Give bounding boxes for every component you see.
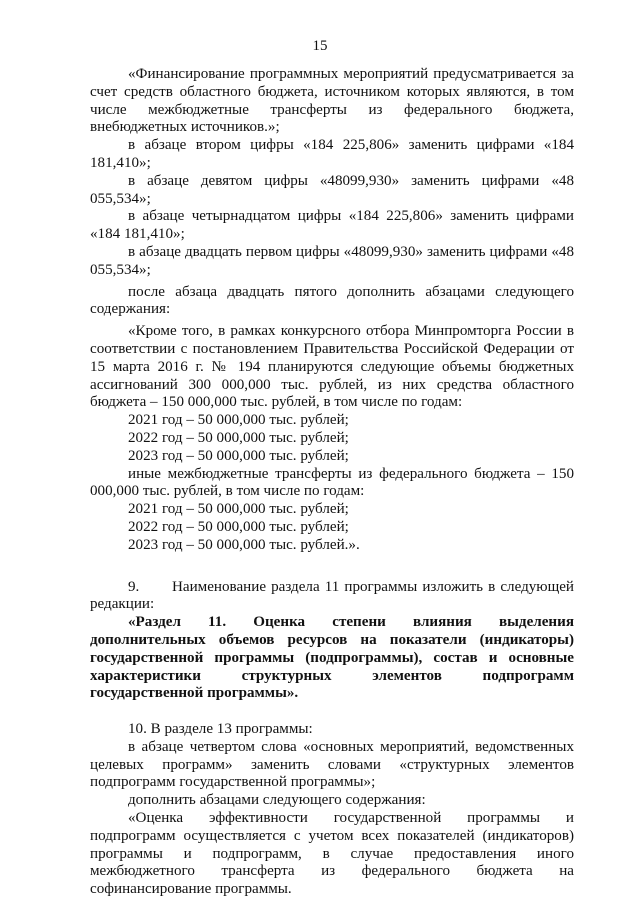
page-number: 15 xyxy=(312,38,328,54)
item-9-text: Наименование раздела 11 программы изложить в следующей редакции: xyxy=(90,578,574,613)
document-body xyxy=(90,66,574,899)
paragraph-add-after-25: после абзаца двадцать пятого дополнить абзацами следующего содержания: xyxy=(90,283,574,318)
year-line-2022-federal: 2022 год – 50 000,000 тыс. рублей; xyxy=(128,518,349,535)
paragraph-fourth-words: в абзаце четвертом слова «основных мероприятий, ведомственных целевых программ» заменить словами «структурных элементов подпрограмм государственной программы»; xyxy=(90,738,574,791)
year-line-2021-federal: 2021 год – 50 000,000 тыс. рублей; xyxy=(128,501,349,518)
paragraph-fourteenth: в абзаце четырнадцатом цифры «184 225,806» заменить цифрами «184 181,410»; xyxy=(90,208,574,243)
paragraph-competitive-selection: «Кроме того, в рамках конкурсного отбора Минпромторга России в соответствии с постановлением Правительства Российской Федерации от 15 марта 2016 г. № 194 планируются следующие объемы бюджетных ассигнований 300 000,000 тыс. рублей, из них средства областного бюджета – 150 000,000 тыс. рублей, в том числе по годам: xyxy=(90,323,574,411)
year-line-2023-federal: 2023 год – 50 000,000 тыс. рублей.». xyxy=(128,536,360,553)
paragraph-efficiency-assessment: «Оценка эффективности государственной программы и подпрограмм осуществляется с учетом всех показателей (индикаторов) программы и подпрограмм, в случае предоставления иного межбюджетного трансферта из федерального бюджета на софинансирование программы. xyxy=(90,810,574,898)
paragraph-add-content: дополнить абзацами следующего содержания: xyxy=(128,792,426,809)
item-9-number: 9. xyxy=(128,578,140,595)
paragraph-ninth: в абзаце девятом цифры «48099,930» заменить цифрами «48 055,534»; xyxy=(90,172,574,207)
paragraph-item-9 xyxy=(90,579,574,615)
paragraph-interbudget: иные межбюджетные трансферты из федерального бюджета – 150 000,000 тыс. рублей, в том числе по годам: xyxy=(90,465,574,500)
paragraph-twenty-first: в абзаце двадцать первом цифры «48099,930» заменить цифрами «48 055,534»; xyxy=(90,243,574,278)
paragraph-section-11-title: «Раздел 11. Оценка степени влияния выделения дополнительных объемов ресурсов на показатели (индикаторы) государственной программы (подпрограммы), состав и основные характеристики структурных элементов подпрограмм государственной программы». xyxy=(90,614,574,702)
paragraph-item-10: 10. В разделе 13 программы: xyxy=(128,721,313,738)
year-line-2021: 2021 год – 50 000,000 тыс. рублей; xyxy=(128,412,349,429)
paragraph-second: в абзаце втором цифры «184 225,806» заменить цифрами «184 181,410»; xyxy=(90,137,574,171)
year-line-2022: 2022 год – 50 000,000 тыс. рублей; xyxy=(128,429,349,446)
year-line-2023: 2023 год – 50 000,000 тыс. рублей; xyxy=(128,447,349,464)
paragraph-financing: «Финансирование программных мероприятий предусматривается за счет средств областного бюджета, источником которых являются, в том числе межбюджетные трансферты из федерального бюджета, внебюджетных источников.»; xyxy=(90,66,574,136)
